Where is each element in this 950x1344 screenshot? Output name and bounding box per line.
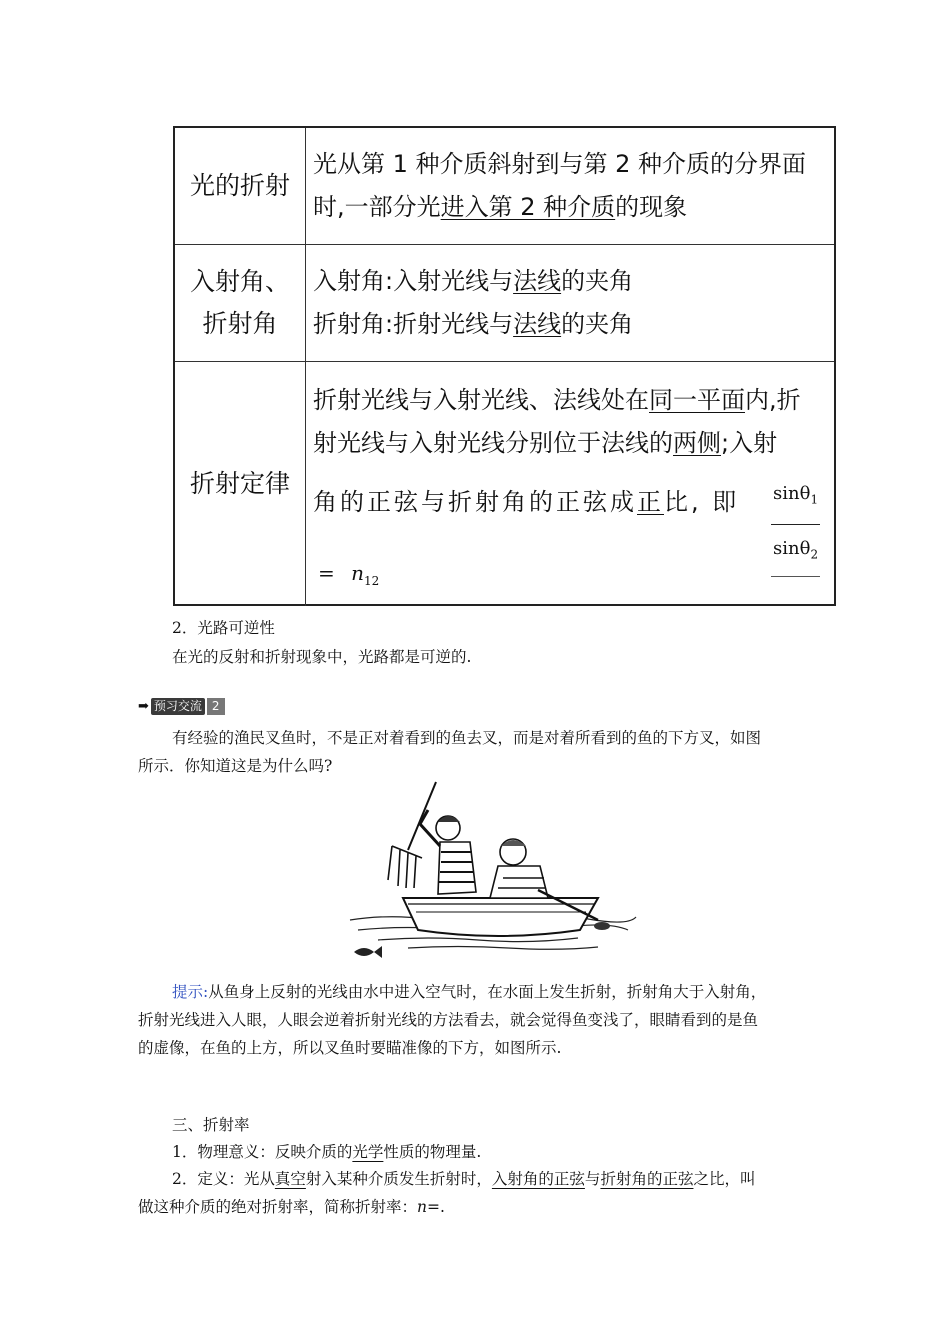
section-title-reversibility: 2．光路可逆性 [172,619,275,637]
section-title-refractive-index: 三、折射率 [172,1116,250,1134]
blank-sin-incidence: 入射角的正弦 [491,1170,585,1188]
badge-label: 预习交流 [151,698,205,715]
refraction-line-1: 光从第 1 种介质斜射到与第 2 种介质的分界面 [313,150,807,178]
blank-normal-2: 法线 [513,310,562,338]
definition-line-1: 2．定义：光从真空射入某种介质发生折射时，入射角的正弦与折射角的正弦之比，叫 [172,1170,756,1188]
blank-same-plane: 同一平面 [649,386,745,414]
concept-table [173,126,836,606]
refractive-index-expression: = $n_{12}$ [318,561,380,588]
blank-optical: 光学 [352,1143,384,1161]
refraction-line-2: 时,一部分光进入第 2 种介质的现象 [313,193,688,221]
row-head-angles: 入射角、 折射角 [175,245,306,361]
row-head-law: 折射定律 [175,362,306,606]
blank-sin-refraction: 折射角的正弦 [600,1170,694,1188]
question-line-2: 所示．你知道这是为什么吗? [138,757,333,775]
arrow-icon: ➡ [138,698,149,714]
question-line-1: 有经验的渔民叉鱼时，不是正对着看到的鱼去叉，而是对着所看到的鱼的下方叉，如图 [172,729,762,747]
reversibility-text: 在光的反射和折射现象中，光路都是可逆的. [172,648,472,666]
hint-label: 提示: [172,983,209,1001]
definition-line-2: 做这种介质的绝对折射率，简称折射率：n=. [138,1198,445,1216]
badge-number: 2 [207,698,225,715]
hint-line-2: 折射光线进入人眼，人眼会逆着折射光线的方法看去，就会觉得鱼变浅了，眼睛看到的是鱼 [138,1011,759,1029]
row-body-refraction [306,128,834,244]
row-body-law [306,362,834,606]
table-row-law [175,362,834,606]
row-head-refraction: 光的折射 [175,128,306,244]
refraction-angle-def: 折射角:折射光线与法线的夹角 [313,310,634,338]
table-row-angles [175,245,834,362]
hint-line-3: 的虚像，在鱼的上方，所以叉鱼时要瞄准像的下方，如图所示. [138,1039,562,1057]
hint-line-1: 提示:从鱼身上反射的光线由水中进入空气时，在水面上发生折射，折射角大于入射角， [172,983,767,1001]
blank-vacuum: 真空 [274,1170,306,1188]
law-line-2: 射光线与入射光线分别位于法线的两侧;入射 [313,429,778,457]
blank-both-sides: 两侧 [673,429,721,457]
law-line-1: 折射光线与入射光线、法线处在同一平面内,折 [313,386,801,414]
law-line-3: 角的正弦与折射角的正弦成正比, 即 [313,488,740,516]
table-row-refraction [175,128,834,245]
fisherman-boat-illustration [348,780,638,965]
blank-enter-medium: 进入第 2 种介质 [440,193,616,221]
preview-exchange-badge [138,697,225,715]
physical-meaning: 1．物理意义：反映介质的光学性质的物理量. [172,1143,482,1161]
incidence-angle-def: 入射角:入射光线与法线的夹角 [313,267,634,295]
blank-proportional: 正 [637,488,664,516]
sine-ratio-fraction: $\frac{\sin\theta_1}{\sin\theta_2}$ [771,472,820,577]
blank-normal-1: 法线 [513,267,562,295]
row-body-angles [306,245,834,361]
